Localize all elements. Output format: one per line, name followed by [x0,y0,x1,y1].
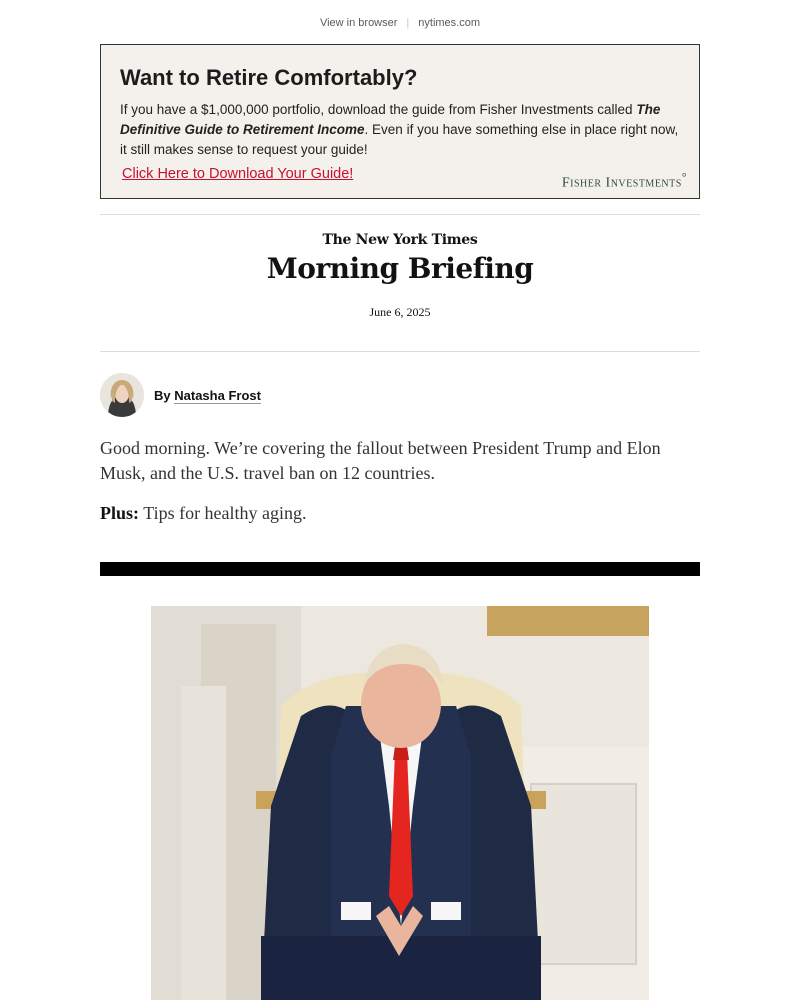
top-links [0,17,800,29]
plus-text: Tips for healthy aging. [143,503,307,523]
section-divider-bar [100,562,700,576]
author-name-link[interactable]: Natasha Frost [174,387,261,403]
ad-guide-title: The Definitive Guide to Retirement Income [120,102,661,137]
fisher-investments-logo [562,171,687,192]
trump-oval-office-photo[interactable] [151,606,649,1000]
brand-name: Fisher Investments [561,175,682,191]
nytimes-link[interactable]: nytimes.com [418,17,481,29]
plus-label: Plus: [100,503,140,523]
photo-illustration [151,606,649,1000]
brand-mark: ° [681,171,687,184]
author-avatar [100,373,144,417]
nyt-masthead-logo[interactable]: The New York Times [322,232,478,248]
view-in-browser-link[interactable]: View in browser [319,17,398,29]
ad-body-intro: If you have a $1,000,000 portfolio, download the guide from Fisher Investments called [120,102,633,117]
divider-top [100,214,700,215]
download-guide-link[interactable]: Click Here to Download Your Guide! [122,166,354,182]
ad-title: Want to Retire Comfortably? [120,65,418,90]
fisher-ad-banner[interactable] [100,44,700,199]
ad-body-rest: . Even if you have something else in place right now, it still makes sense to request your guide! [120,122,679,157]
briefing-date: June 6, 2025 [369,305,431,319]
intro-paragraph: Good morning. We’re covering the fallout between President Trump and Elon Musk, and the U.S. travel ban on 12 countries. [100,438,661,483]
byline-text [154,388,261,403]
author-byline [100,373,261,417]
avatar-portrait-icon [100,373,144,417]
plus-paragraph [100,501,700,526]
divider-header [100,351,700,352]
link-separator: | [406,17,410,29]
page-title: Morning Briefing [266,252,534,285]
ad-body [120,100,680,160]
byline-prefix: By [154,387,171,403]
